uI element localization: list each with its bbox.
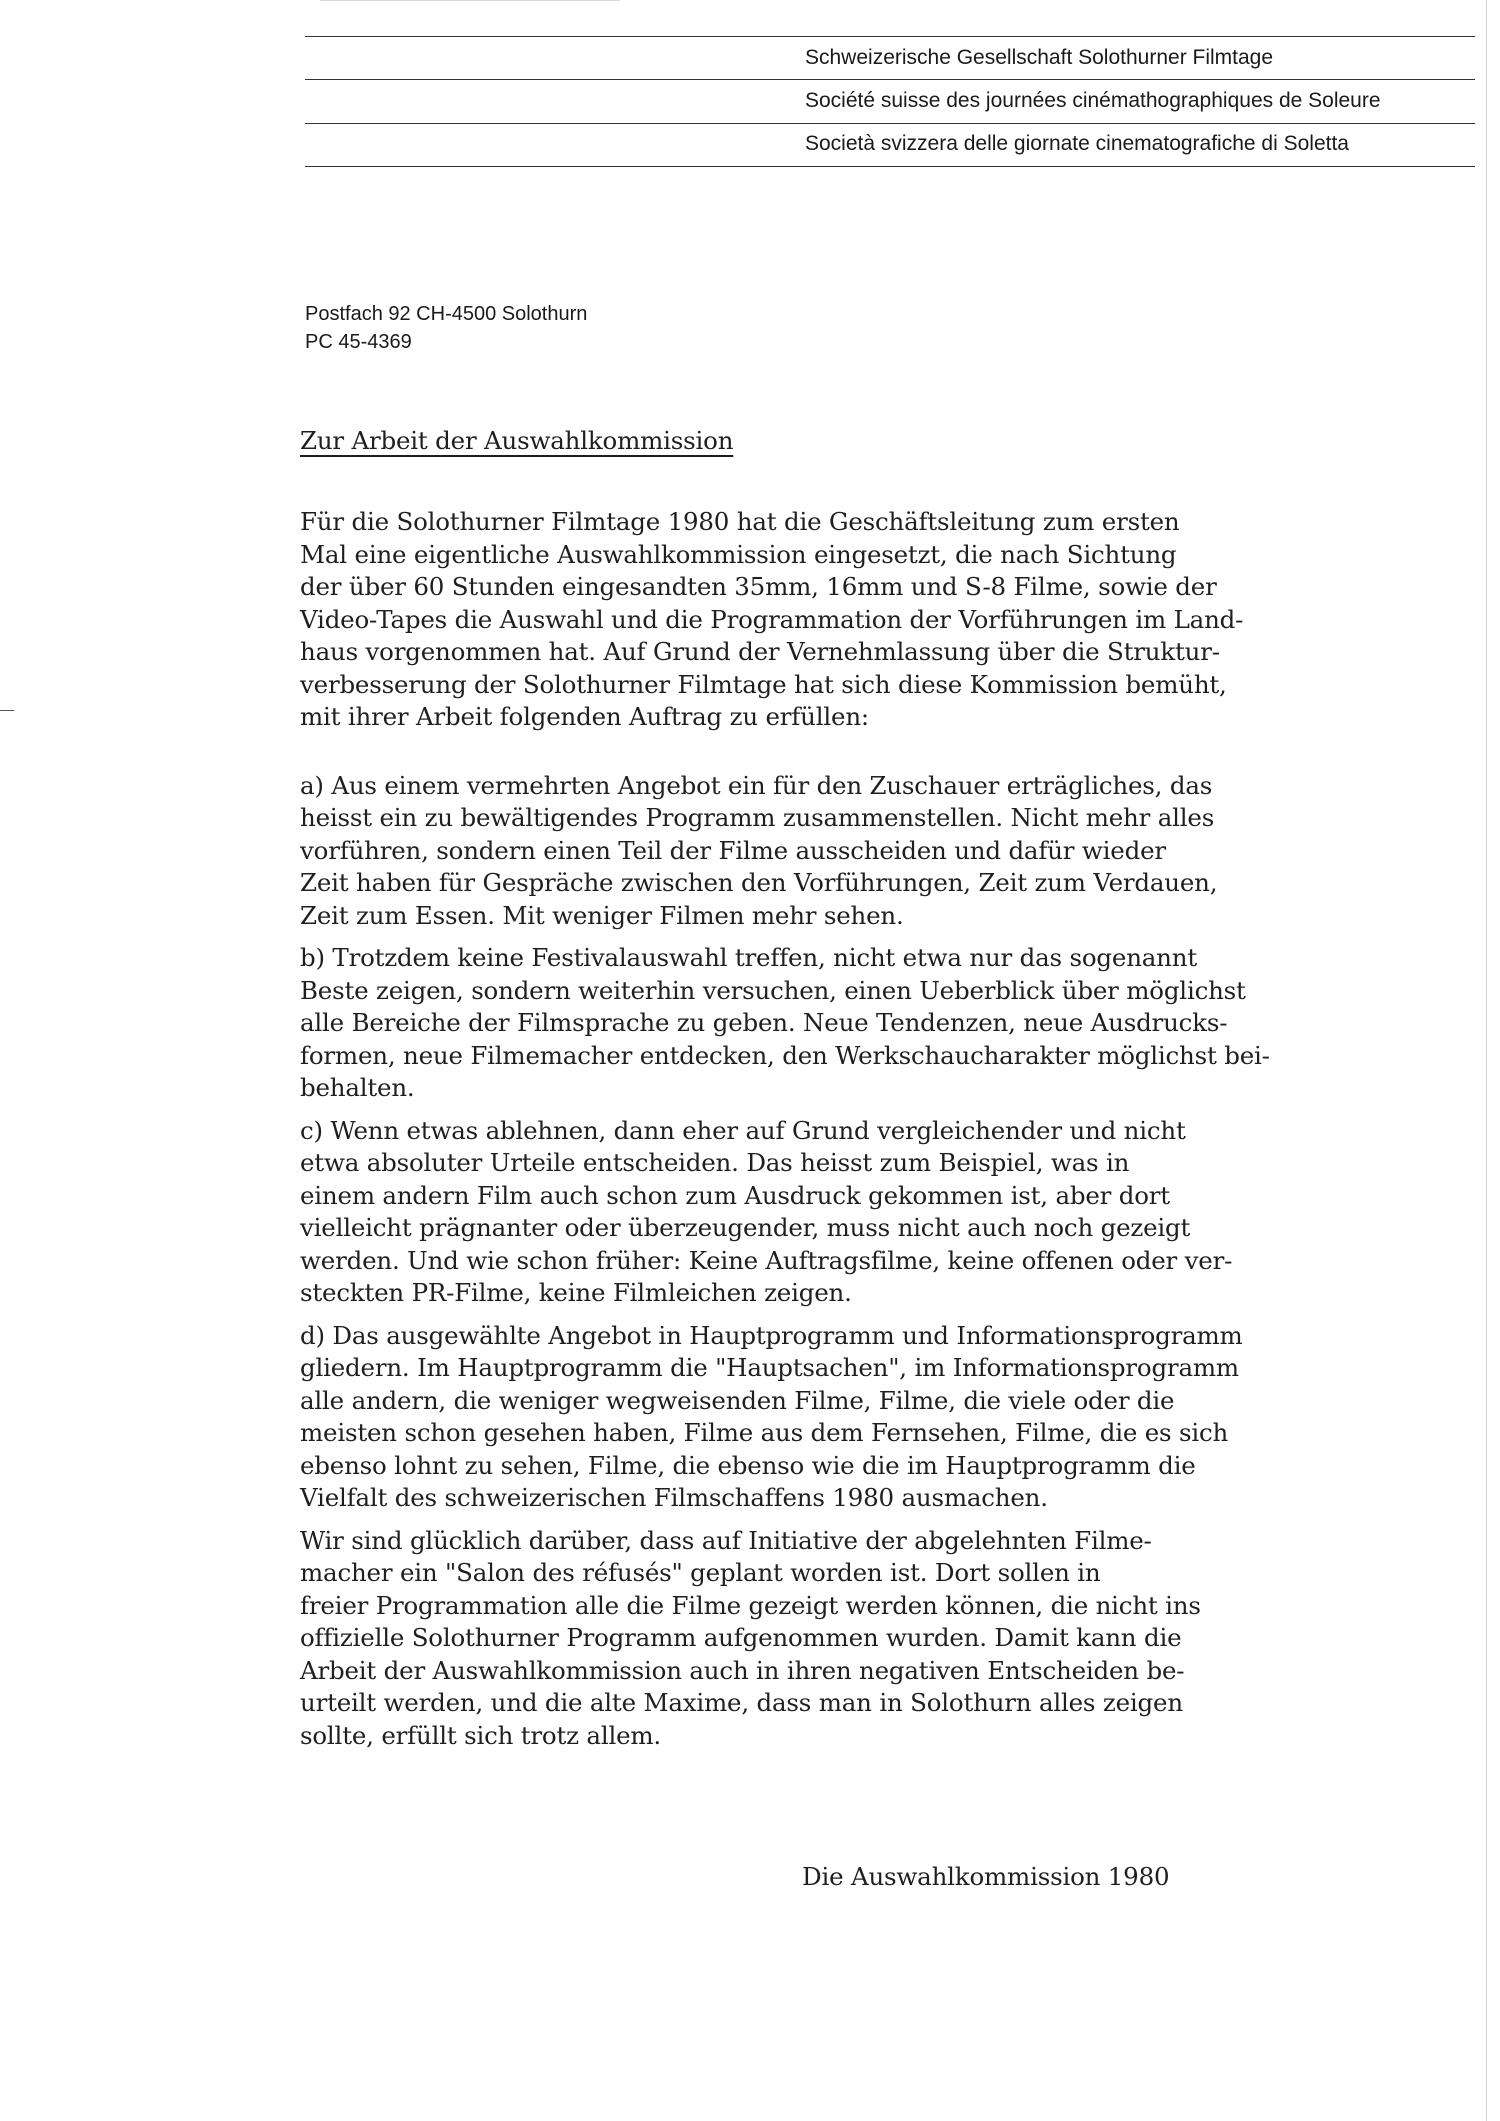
text-line: formen, neue Filmemacher entdecken, den Werkschaucharakter möglichst bei-: [300, 1040, 1270, 1070]
text-line: etwa absoluter Urteile entscheiden. Das heisst zum Beispiel, was in: [300, 1148, 1130, 1177]
text-line: Zeit zum Essen. Mit weniger Filmen mehr sehen.: [300, 900, 904, 930]
text-line: heisst ein zu bewältigendes Programm zusammenstellen. Nicht mehr alles: [300, 803, 1215, 832]
letterhead-rule-2: [305, 79, 1475, 80]
text-line: werden. Und wie schon früher: Keine Auftragsfilme, keine offenen oder ver-: [300, 1245, 1233, 1275]
text-line: behalten.: [300, 1073, 415, 1102]
text-line: c) Wenn etwas ablehnen, dann eher auf Grund vergleichender und nicht: [300, 1115, 1186, 1145]
scan-edge: [1486, 0, 1487, 2121]
text-line: alle andern, die weniger wegweisenden Filme, Filme, die viele oder die: [300, 1385, 1175, 1415]
text-line: steckten PR-Filme, keine Filmleichen zeigen.: [300, 1278, 852, 1307]
text-line: Mal eine eigentliche Auswahlkommission eingesetzt, die nach Sichtung: [300, 539, 1177, 569]
text-line: verbesserung der Solothurner Filmtage hat sich diese Kommission bemüht,: [300, 669, 1227, 699]
point-c-paragraph: [300, 1115, 1470, 1310]
top-edge-mark: [320, 0, 620, 1]
punch-mark: [0, 710, 14, 711]
text-line: a) Aus einem vermehrten Angebot ein für den Zuschauer erträgliches, das: [300, 770, 1213, 800]
text-line: ebenso lohnt zu sehen, Filme, die ebenso wie die im Hauptprogramm die: [300, 1450, 1196, 1480]
letterhead-german: Schweizerische Gesellschaft Solothurner Filmtage: [805, 46, 1274, 69]
text-line: freier Programmation alle die Filme gezeigt werden können, die nicht ins: [300, 1590, 1201, 1620]
point-a-paragraph: [300, 770, 1470, 933]
closing-paragraph: [300, 1525, 1470, 1753]
text-line: haus vorgenommen hat. Auf Grund der Vernehmlassung über die Struktur-: [300, 637, 1220, 666]
sender-address: [305, 300, 587, 356]
text-line: Wir sind glücklich darüber, dass auf Initiative der abgelehnten Filme-: [300, 1525, 1152, 1555]
letterhead-rule-3: [305, 123, 1475, 124]
text-line: einem andern Film auch schon zum Ausdruck gekommen ist, aber dort: [300, 1180, 1170, 1210]
intro-paragraph: [300, 506, 1470, 734]
document-body: [300, 506, 1470, 1752]
text-line: der über 60 Stunden eingesandten 35mm, 16mm und S-8 Filme, sowie der: [300, 572, 1217, 601]
text-line: d) Das ausgewählte Angebot in Hauptprogramm und Informationsprogramm: [300, 1320, 1243, 1350]
letterhead-italian: Società svizzera delle giornate cinematografiche di Soletta: [805, 132, 1349, 155]
text-line: urteilt werden, und die alte Maxime, dass man in Solothurn alles zeigen: [300, 1688, 1183, 1717]
text-line: vorführen, sondern einen Teil der Filme ausscheiden und dafür wieder: [300, 835, 1166, 865]
text-line: macher ein "Salon des réfusés" geplant worden ist. Dort sollen in: [300, 1558, 1101, 1587]
text-line: alle Bereiche der Filmsprache zu geben. Neue Tendenzen, neue Ausdrucks-: [300, 1008, 1228, 1037]
postbox-line: Postfach 92 CH-4500 Solothurn: [305, 303, 588, 325]
text-line: gliedern. Im Hauptprogramm die "Hauptsachen", im Informationsprogramm: [300, 1353, 1239, 1382]
text-line: vielleicht prägnanter oder überzeugender, muss nicht auch noch gezeigt: [300, 1213, 1191, 1242]
text-line: mit ihrer Arbeit folgenden Auftrag zu erfüllen:: [300, 702, 869, 731]
text-line: Video-Tapes die Auswahl und die Programmation der Vorführungen im Land-: [300, 604, 1244, 634]
postal-account-line: PC 45-4369: [305, 331, 412, 353]
document-title: Zur Arbeit der Auswahlkommission: [300, 426, 734, 455]
text-line: Vielfalt des schweizerischen Filmschaffens 1980 ausmachen.: [300, 1483, 1048, 1512]
text-line: meisten schon gesehen haben, Filme aus dem Fernsehen, Filme, die es sich: [300, 1418, 1229, 1447]
signature: Die Auswahlkommission 1980: [802, 1862, 1170, 1891]
point-b-paragraph: [300, 942, 1470, 1105]
text-line: sollte, erfüllt sich trotz allem.: [300, 1720, 662, 1750]
text-line: Für die Solothurner Filmtage 1980 hat die Geschäftsleitung zum ersten: [300, 507, 1180, 536]
letterhead-french: Société suisse des journées cinémathographiques de Soleure: [805, 89, 1381, 112]
text-line: Zeit haben für Gespräche zwischen den Vorführungen, Zeit zum Verdauen,: [300, 868, 1218, 897]
letterhead-rule-4: [305, 166, 1475, 167]
point-d-paragraph: [300, 1320, 1470, 1515]
text-line: b) Trotzdem keine Festivalauswahl treffen, nicht etwa nur das sogenannt: [300, 943, 1197, 972]
letterhead-rule-1: [305, 36, 1475, 37]
text-line: Beste zeigen, sondern weiterhin versuchen, einen Ueberblick über möglichst: [300, 975, 1246, 1005]
text-line: offizielle Solothurner Programm aufgenommen wurden. Damit kann die: [300, 1623, 1182, 1652]
text-line: Arbeit der Auswahlkommission auch in ihren negativen Entscheiden be-: [300, 1655, 1185, 1685]
